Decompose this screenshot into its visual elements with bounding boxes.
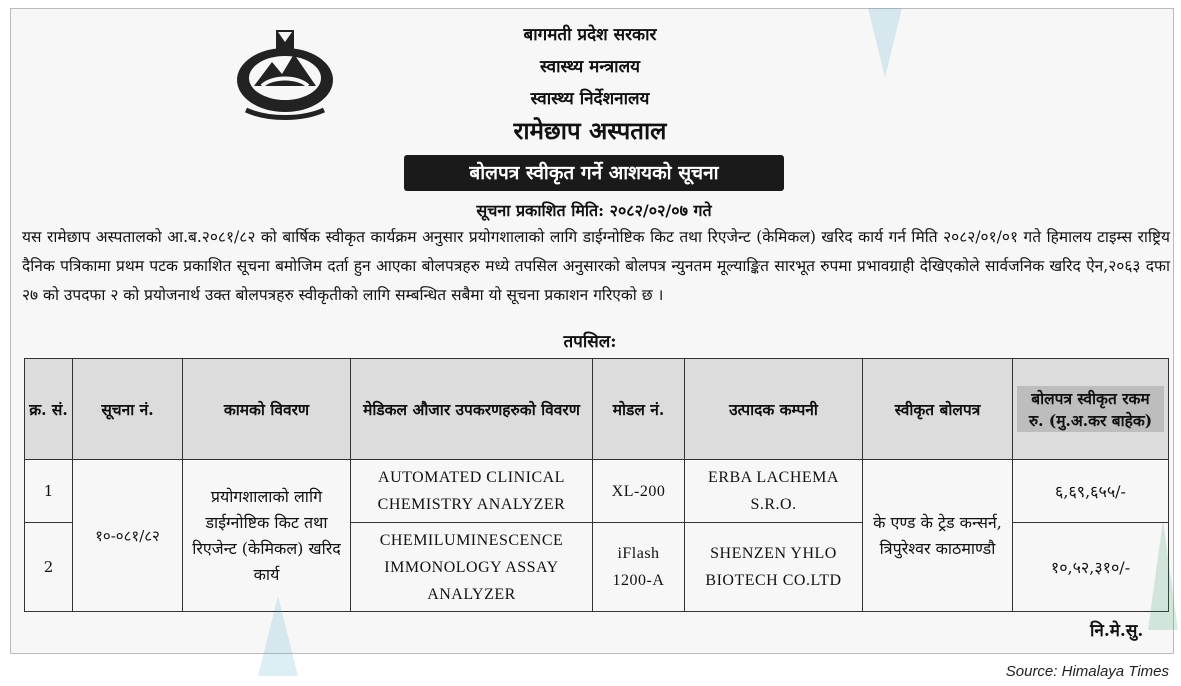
watermark-triangle-icon (868, 8, 902, 78)
cell-sn: 1 (25, 460, 73, 523)
header-government: बागमती प्रदेश सरकार (523, 25, 657, 45)
header-sn: क्र. सं. (25, 359, 73, 460)
cell-sn: 2 (25, 523, 73, 612)
header-work: कामको विवरण (183, 359, 351, 460)
tender-table (24, 358, 1169, 612)
cell-model: XL-200 (593, 460, 685, 523)
cell-model: iFlash 1200-A (593, 523, 685, 612)
cell-amount: १०,५२,३१०/- (1013, 523, 1169, 612)
notice-body-text: यस रामेछाप अस्पतालको आ.ब.२०८१/८२ को बार्षिक स्वीकृत कार्यक्रम अनुसार प्रयोगशालाको लागि डाईग्नोष्टिक किट तथा रिएजेन्ट (केमिकल) खरिद कार्य गर्न मिति २०८२/०१/०१ गते हिमालय टाइम्स राष्ट्रिय दैनिक पत्रिकामा प्रथम पटक प्रकाशित सूचना बमोजिम दर्ता हुन आएका बोलपत्रहरु मध्ये तपसिल अनुसारको बोलपत्र न्युनतम मूल्याङ्कित सारभूत रुपमा प्रभावग्राही देखिएकोले सार्वजनिक खरिद ऐन,२०६३ दफा २७ को उपदफा २ को प्रयोजनार्थ उक्त बोलपत्रहरु स्वीकृतीको लागि सम्बन्धित सबैमा यो सूचना प्रकाशन गरिएको छ । (22, 228, 1170, 304)
cell-equipment: CHEMILUMINESCENCE IMMONOLOGY ASSAY ANALYZER (351, 523, 593, 612)
watermark-triangle-icon (1148, 520, 1178, 630)
cell-manufacturer: ERBA LACHEMA S.R.O. (685, 460, 863, 523)
schedule-label: तपसिल: (563, 332, 617, 352)
cell-notice-no: १०-०८१/८२ (73, 460, 183, 612)
header-hospital: रामेछाप अस्पताल (513, 116, 667, 145)
table-row (25, 460, 1169, 523)
notice-title-banner: बोलपत्र स्वीकृत गर्ने आशयको सूचना (404, 155, 784, 191)
header-ministry: स्वास्थ्य मन्त्रालय (540, 57, 640, 77)
source-credit: Source: Himalaya Times (1005, 663, 1169, 680)
publish-date: सूचना प्रकाशित मिति: २०८२/०२/०७ गते (476, 201, 712, 220)
header-model: मोडल नं. (593, 359, 685, 460)
cell-manufacturer: SHENZEN YHLO BIOTECH CO.LTD (685, 523, 863, 612)
header-manufacturer: उत्पादक कम्पनी (685, 359, 863, 460)
header-directorate: स्वास्थ्य निर्देशनालय (530, 89, 650, 109)
cell-amount: ६,६९,६५५/- (1013, 460, 1169, 523)
header-amount (1013, 359, 1169, 460)
header-notice-no: सूचना नं. (73, 359, 183, 460)
nepal-emblem-icon (232, 24, 338, 120)
cell-equipment: AUTOMATED CLINICAL CHEMISTRY ANALYZER (351, 460, 593, 523)
header-equipment: मेडिकल औजार उपकरणहरुको विवरण (351, 359, 593, 460)
table-header-row (25, 359, 1169, 460)
signoff: नि.मे.सु. (1090, 621, 1144, 641)
cell-accepted-bid: के एण्ड के ट्रेड कन्सर्न, त्रिपुरेश्वर काठमाण्डौ (863, 460, 1013, 612)
cell-work: प्रयोगशालाको लागि डाईग्नोष्टिक किट तथा रिएजेन्ट (केमिकल) खरिद कार्य (183, 460, 351, 612)
header-accepted-bid: स्वीकृत बोलपत्र (863, 359, 1013, 460)
watermark-triangle-icon (258, 596, 298, 676)
header-amount-label: बोलपत्र स्वीकृत रकम रु. (मु.अ.कर बाहेक) (1017, 386, 1164, 432)
